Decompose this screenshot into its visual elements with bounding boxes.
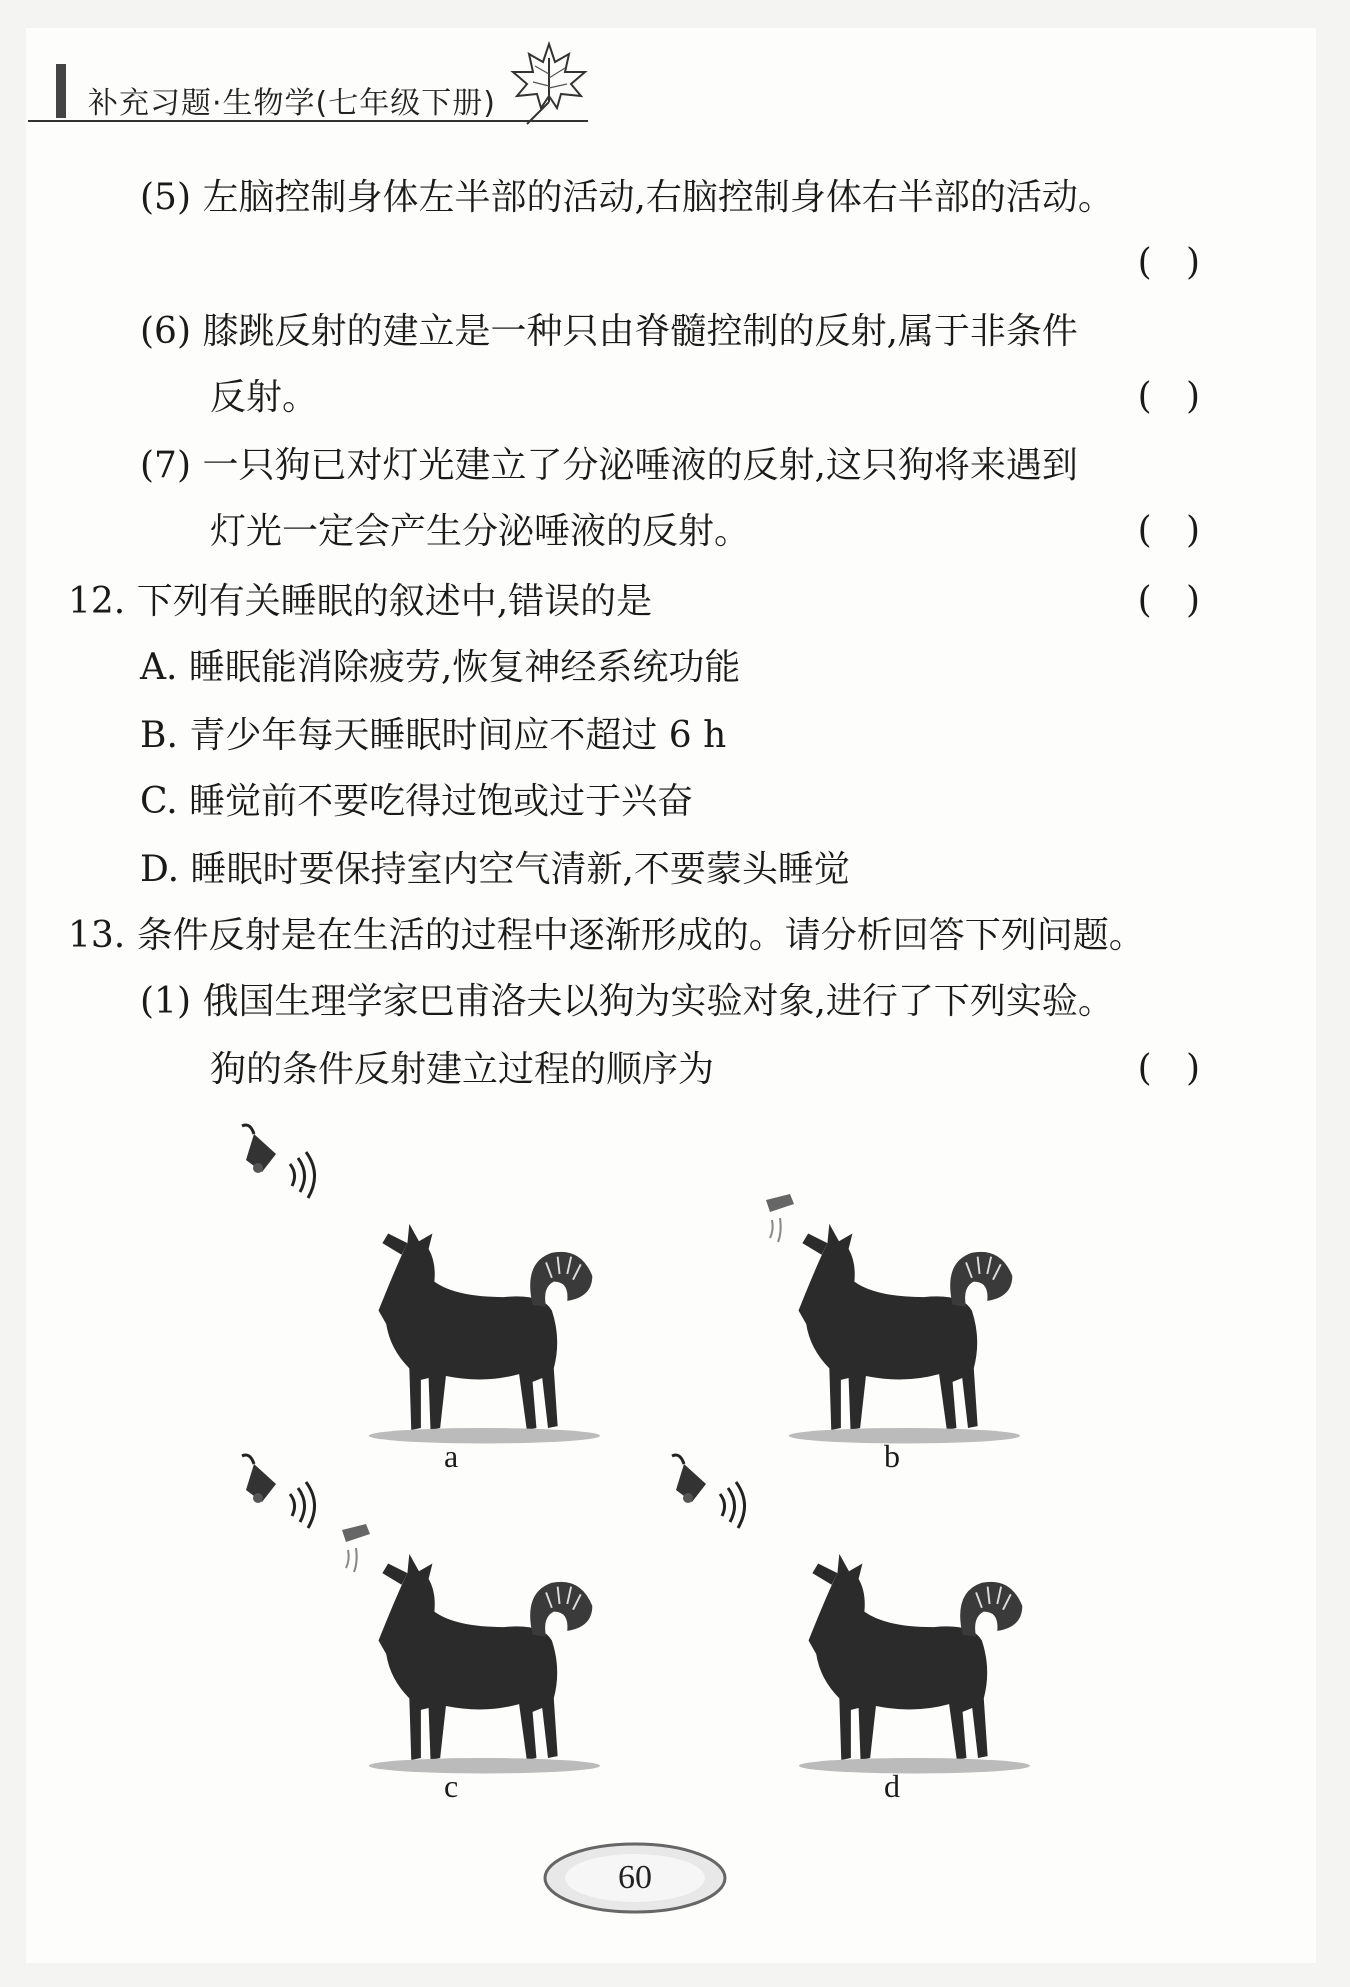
option-d: D. 睡眠时要保持室内空气清新,不要蒙头睡觉	[140, 849, 850, 890]
dog-icon	[770, 1520, 1030, 1790]
figure-c	[230, 1450, 630, 1810]
food-icon	[760, 1190, 800, 1250]
dog-icon	[340, 1520, 600, 1790]
option-c: C. 睡觉前不要吃得过饱或过于兴奋	[140, 781, 694, 822]
question-12-text: 12. 下列有关睡眠的叙述中,错误的是	[68, 581, 653, 622]
bell-icon	[232, 1450, 322, 1530]
item-6-text: (6) 膝跳反射的建立是一种只由脊髓控制的反射,属于非条件	[140, 311, 1078, 352]
answer-bracket-7[interactable]: ( )	[1137, 510, 1200, 551]
page-number-badge	[540, 1838, 730, 1918]
header-rule	[28, 120, 588, 122]
answer-bracket-6[interactable]: ( )	[1137, 376, 1200, 417]
answer-bracket-12[interactable]: ( )	[1137, 580, 1200, 621]
header-bar	[56, 64, 66, 118]
dog-icon	[340, 1190, 600, 1460]
figure-label-b: b	[884, 1438, 900, 1474]
item-6-text-cont: 反射。	[210, 377, 319, 418]
figure-label-a: a	[444, 1438, 459, 1474]
answer-bracket-13-1[interactable]: ( )	[1137, 1048, 1200, 1089]
figure-label-c: c	[444, 1768, 459, 1804]
question-13-text: 13. 条件反射是在生活的过程中逐渐形成的。请分析回答下列问题。	[68, 915, 1145, 956]
figure-a	[230, 1120, 630, 1480]
food-icon	[336, 1520, 376, 1580]
page-number: 60	[618, 1859, 652, 1896]
option-b: B. 青少年每天睡眠时间应不超过 6 h	[140, 715, 727, 756]
maple-leaf-icon	[505, 38, 593, 126]
item-5-text: (5) 左脑控制身体左半部的活动,右脑控制身体右半部的活动。	[140, 177, 1114, 218]
question-13-1-text: (1) 俄国生理学家巴甫洛夫以狗为实验对象,进行了下列实验。	[140, 981, 1114, 1022]
figure-d	[660, 1450, 1080, 1810]
bell-icon	[662, 1450, 752, 1530]
page-header-title: 补充习题·生物学(七年级下册)	[88, 86, 496, 121]
figure-label-d: d	[884, 1768, 900, 1804]
item-7-text: (7) 一只狗已对灯光建立了分泌唾液的反射,这只狗将来遇到	[140, 445, 1078, 486]
item-7-text-cont: 灯光一定会产生分泌唾液的反射。	[210, 511, 751, 552]
question-13-1-text-cont: 狗的条件反射建立过程的顺序为	[210, 1049, 715, 1090]
bell-icon	[232, 1120, 322, 1200]
option-a: A. 睡眠能消除疲劳,恢复神经系统功能	[140, 647, 741, 688]
answer-bracket-5[interactable]: ( )	[1137, 242, 1200, 283]
figure-b	[690, 1120, 1090, 1480]
